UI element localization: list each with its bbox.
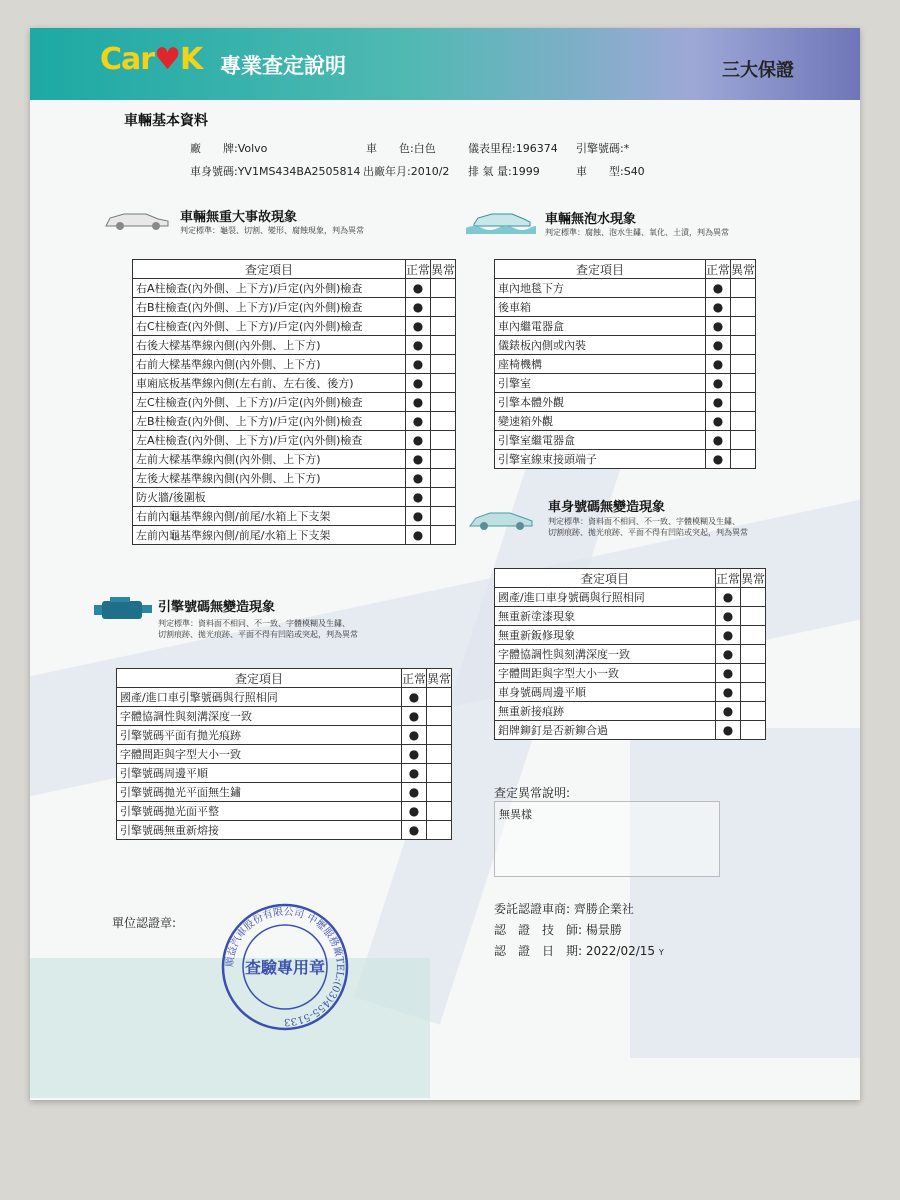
row-item: 引擎號碼周邊平順 [117,764,402,783]
table-row [133,355,456,374]
normal-check-mark: ● [715,702,740,721]
info-vin: 車身號碼:YV1MS434BA2505814 [190,165,361,178]
header-abnormal: 異常 [426,669,451,688]
body-vin-title: 車身號碼無變造現象 [548,500,666,515]
normal-check-mark: ● [705,279,730,298]
row-item: 引擎號碼拋光面平整 [117,802,402,821]
abnormal-cell [740,607,765,626]
abnormal-cell [426,707,451,726]
normal-check-mark: ● [405,526,430,545]
table-row [495,374,756,393]
normal-check-mark: ● [405,336,430,355]
abnormal-cell [740,702,765,721]
row-item: 車內地毯下方 [495,279,706,298]
normal-check-mark: ● [705,374,730,393]
row-item: 無重新鈑修現象 [495,626,716,645]
table-row [495,355,756,374]
body-vin-criteria-1: 判定標準：資料面不相同、不一致、字體模糊及生鏽、 [548,517,740,526]
normal-check-mark: ● [705,298,730,317]
row-item: 右C柱檢查(內外側、上下方)/戶定(內外側)檢查 [133,317,406,336]
normal-check-mark: ● [715,721,740,740]
accident-title: 車輛無重大事故現象 [180,210,298,225]
normal-check-mark: ● [405,374,430,393]
table-row [495,664,766,683]
header-banner [30,28,860,100]
table-row [133,336,456,355]
normal-check-mark: ● [705,412,730,431]
info-color: 車 色:白色 [366,142,436,155]
normal-check-mark: ● [401,726,426,745]
row-item: 引擎室 [495,374,706,393]
row-item: 右B柱檢查(內外側、上下方)/戶定(內外側)檢查 [133,298,406,317]
row-item: 座椅機構 [495,355,706,374]
abnormal-cell [740,721,765,740]
row-item: 字體間距與字型大小一致 [117,745,402,764]
abnormal-cell [740,626,765,645]
abnormal-cell [740,588,765,607]
header-abnormal: 異常 [740,569,765,588]
table-header-row [117,669,452,688]
table-row [495,450,756,469]
header-item: 查定項目 [495,260,706,279]
abnormal-cell [730,336,755,355]
normal-check-mark: ● [405,393,430,412]
row-item: 車身號碼周邊平順 [495,683,716,702]
row-item: 左C柱檢查(內外側、上下方)/戶定(內外側)檢查 [133,393,406,412]
basic-info-title: 車輛基本資料 [124,113,208,129]
normal-check-mark: ● [401,745,426,764]
table-row [117,802,452,821]
table-row [133,317,456,336]
table-row [133,469,456,488]
abnormal-cell [426,821,451,840]
remarks-box [494,801,720,877]
row-item: 左B柱檢查(內外側、上下方)/戶定(內外側)檢查 [133,412,406,431]
flood-title: 車輛無泡水現象 [545,212,637,227]
table-row [133,431,456,450]
header-normal: 正常 [715,569,740,588]
date-line [494,942,664,959]
table-row [495,317,756,336]
header-abnormal: 異常 [430,260,455,279]
table-row [495,431,756,450]
brand-logo: Car♥K [100,42,203,77]
normal-check-mark: ● [705,355,730,374]
abnormal-cell [740,645,765,664]
table-header-row [495,260,756,279]
row-item: 右後大樑基準線內側(內外側、上下方) [133,336,406,355]
abnormal-cell [426,726,451,745]
abnormal-cell [430,431,455,450]
abnormal-cell [426,802,451,821]
normal-check-mark: ● [405,298,430,317]
info-brand: 廠 牌:Volvo [190,142,268,155]
table-row [495,298,756,317]
accident-criteria: 判定標準：龜裂、切割、變形、腐蝕現象，判為異常 [180,226,364,235]
header-item: 查定項目 [133,260,406,279]
row-item: 防火牆/後圍板 [133,488,406,507]
engine-icon [90,596,160,622]
abnormal-cell [730,317,755,336]
table-row [117,688,452,707]
row-item: 引擎本體外觀 [495,393,706,412]
header-normal: 正常 [705,260,730,279]
abnormal-cell [730,298,755,317]
table-row [117,764,452,783]
normal-check-mark: ● [401,783,426,802]
abnormal-cell [740,664,765,683]
row-item: 無重新塗漆現象 [495,607,716,626]
table-row [117,745,452,764]
abnormal-cell [430,526,455,545]
table-row [133,450,456,469]
row-item: 字體間距與字型大小一致 [495,664,716,683]
table-row [495,626,766,645]
table-row [133,298,456,317]
date-suffix: Y [658,948,664,957]
row-item: 右A柱檢查(內外側、上下方)/戶定(內外側)檢查 [133,279,406,298]
abnormal-cell [430,450,455,469]
table-row [495,588,766,607]
table-row [495,279,756,298]
normal-check-mark: ● [405,488,430,507]
table-row [117,821,452,840]
header-normal: 正常 [405,260,430,279]
abnormal-cell [430,279,455,298]
info-mileage: 儀表里程:196374 [468,142,558,155]
table-row [495,412,756,431]
normal-check-mark: ● [705,317,730,336]
normal-check-mark: ● [401,688,426,707]
engine-table [116,668,452,840]
row-item: 無重新接痕跡 [495,702,716,721]
row-item: 引擎號碼拋光平面無生鏽 [117,783,402,802]
abnormal-cell [426,764,451,783]
abnormal-cell [730,412,755,431]
abnormal-cell [430,298,455,317]
table-header-row [495,569,766,588]
table-row [495,393,756,412]
info-displacement: 排 氣 量:1999 [468,165,540,178]
row-item: 左前內龜基準線內側/前尾/水箱上下支架 [133,526,406,545]
row-item: 引擎室線束接頭端子 [495,450,706,469]
abnormal-cell [430,393,455,412]
sedan-icon [466,506,536,532]
remarks-value: 無異樣 [499,808,532,821]
abnormal-cell [430,317,455,336]
row-item: 右前大樑基準線內側(內外側、上下方) [133,355,406,374]
abnormal-cell [730,431,755,450]
guarantee-title: 三大保證 [722,60,794,81]
row-item: 引擎室繼電器盒 [495,431,706,450]
table-row [117,726,452,745]
dealer-line: 委託認證車商: 齊勝企業社 [494,902,634,916]
table-row [133,374,456,393]
body-vin-table [494,568,766,740]
table-row [495,336,756,355]
normal-check-mark: ● [715,607,740,626]
normal-check-mark: ● [405,431,430,450]
technician-line: 認 證 技 師: 楊景勝 [494,923,622,937]
row-item: 國產/進口車引擎號碼與行照相同 [117,688,402,707]
row-item: 車廂底板基準線內側(左右前、左右後、後方) [133,374,406,393]
abnormal-cell [430,469,455,488]
normal-check-mark: ● [405,317,430,336]
abnormal-cell [426,745,451,764]
abnormal-cell [430,336,455,355]
abnormal-cell [740,683,765,702]
accident-table [132,259,456,545]
abnormal-cell [430,374,455,393]
engine-criteria-1: 判定標準：資料面不相同、不一致、字體模糊及生鏽、 [158,619,350,628]
abnormal-cell [730,374,755,393]
info-manufacture-date: 出廠年月:2010/2 [363,165,450,178]
row-item: 右前內龜基準線內側/前尾/水箱上下支架 [133,507,406,526]
table-row [133,393,456,412]
abnormal-cell [730,355,755,374]
header-abnormal: 異常 [730,260,755,279]
normal-check-mark: ● [401,764,426,783]
svg-text:順益汽車股份有限公司 中壢服務廠TEL:(03)455-51: 順益汽車股份有限公司 中壢服務廠TEL:(03)455-5133 [224,906,346,1028]
normal-check-mark: ● [715,645,740,664]
header-item: 查定項目 [117,669,402,688]
normal-check-mark: ● [715,588,740,607]
row-item: 左A柱檢查(內外側、上下方)/戶定(內外側)檢查 [133,431,406,450]
abnormal-cell [430,355,455,374]
abnormal-cell [426,688,451,707]
row-item: 變速箱外觀 [495,412,706,431]
row-item: 後車箱 [495,298,706,317]
table-row [117,707,452,726]
normal-check-mark: ● [405,469,430,488]
row-item: 引擎號碼平面有拋光痕跡 [117,726,402,745]
row-item: 左後大樑基準線內側(內外側、上下方) [133,469,406,488]
abnormal-cell [430,412,455,431]
normal-check-mark: ● [715,626,740,645]
table-row [133,488,456,507]
abnormal-cell [730,450,755,469]
row-item: 引擎號碼無重新熔接 [117,821,402,840]
info-engine-no: 引擎號碼:* [576,142,630,155]
header-item: 查定項目 [495,569,716,588]
normal-check-mark: ● [401,707,426,726]
engine-criteria-2: 切割痕跡、拋光痕跡、平面不得有凹陷或突起，判為異常 [158,630,358,639]
table-header-row [133,260,456,279]
table-row [133,526,456,545]
row-item: 儀錶板內側或內裝 [495,336,706,355]
row-item: 字體協調性與刻溝深度一致 [495,645,716,664]
normal-check-mark: ● [705,393,730,412]
header-normal: 正常 [401,669,426,688]
abnormal-cell [430,507,455,526]
flood-table [494,259,756,469]
normal-check-mark: ● [715,683,740,702]
normal-check-mark: ● [405,279,430,298]
svg-text:查驗專用章: 查驗專用章 [244,958,326,977]
normal-check-mark: ● [405,507,430,526]
inspection-sheet [30,28,860,1100]
engine-title: 引擎號碼無變造現象 [158,600,276,615]
normal-check-mark: ● [705,431,730,450]
certification-stamp [220,902,350,1032]
unit-seal-label: 單位認證章: [112,916,177,930]
table-row [495,683,766,702]
info-model: 車 型:S40 [576,165,645,178]
flooded-car-icon [466,208,536,234]
flood-criteria: 判定標準：腐蝕、泡水生鏽、氧化、土漬，判為異常 [545,228,729,237]
normal-check-mark: ● [405,355,430,374]
normal-check-mark: ● [405,450,430,469]
remarks-label: 查定異常說明: [494,786,571,800]
abnormal-cell [730,279,755,298]
table-row [117,783,452,802]
table-row [133,507,456,526]
car-icon [102,206,172,232]
normal-check-mark: ● [705,336,730,355]
row-item: 車內繼電器盒 [495,317,706,336]
table-row [495,721,766,740]
date-value: 認 證 日 期: 2022/02/15 [494,944,656,958]
normal-check-mark: ● [401,821,426,840]
table-row [495,607,766,626]
table-row [133,412,456,431]
row-item: 鋁牌鉚釘是否新鉚合過 [495,721,716,740]
table-row [133,279,456,298]
row-item: 字體協調性與刻溝深度一致 [117,707,402,726]
abnormal-cell [730,393,755,412]
row-item: 左前大樑基準線內側(內外側、上下方) [133,450,406,469]
abnormal-cell [426,783,451,802]
abnormal-cell [430,488,455,507]
normal-check-mark: ● [401,802,426,821]
row-item: 國產/進口車身號碼與行照相同 [495,588,716,607]
body-vin-criteria-2: 切割痕跡、拋光痕跡、平面不得有凹陷或突起，判為異常 [548,528,748,537]
normal-check-mark: ● [705,450,730,469]
page-title: 專業查定說明 [220,54,346,78]
table-row [495,702,766,721]
normal-check-mark: ● [405,412,430,431]
table-row [495,645,766,664]
normal-check-mark: ● [715,664,740,683]
